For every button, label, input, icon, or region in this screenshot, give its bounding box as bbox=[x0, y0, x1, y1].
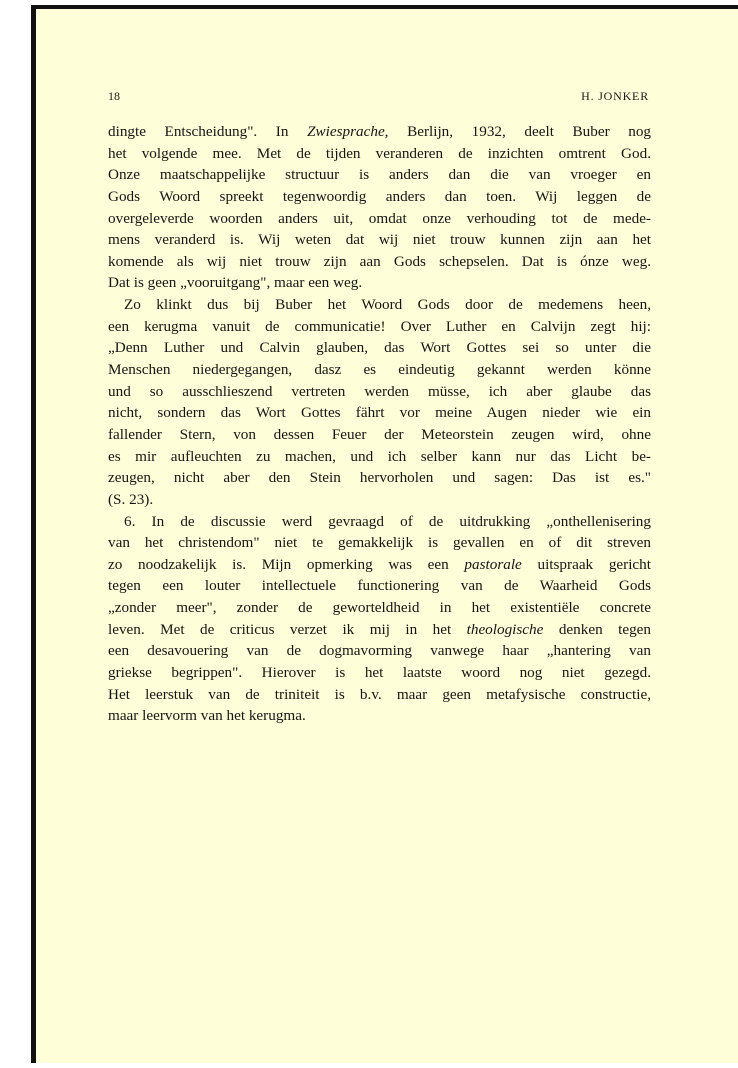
text-line bbox=[108, 186, 651, 208]
text-line bbox=[108, 684, 651, 706]
text-segment: een kerugma vanuit de communicatie! Over Luther en Calvijn zegt hij: bbox=[108, 317, 651, 335]
text-line bbox=[108, 554, 651, 576]
text-segment: zo noodzakelijk is. Mijn opmerking was een bbox=[108, 555, 465, 573]
text-segment: komende als wij niet trouw zijn aan Gods schepselen. Dat is ónze weg. bbox=[108, 252, 651, 270]
text-segment: Onze maatschappelijke structuur is anders dan die van vroeger en bbox=[108, 166, 651, 184]
text-line bbox=[108, 640, 651, 662]
page-number: 18 bbox=[108, 89, 120, 103]
running-head-author: H. JONKER bbox=[581, 89, 649, 103]
text-line bbox=[108, 511, 651, 533]
text-segment: Menschen niedergegangen, dasz es eindeutig gekannt werden könne bbox=[108, 361, 651, 379]
text-line bbox=[108, 143, 651, 165]
text-line bbox=[108, 337, 651, 359]
text-line bbox=[108, 294, 651, 316]
text-segment: een desavouering van de dogmavorming vanwege haar „hantering van bbox=[108, 642, 651, 660]
text-line bbox=[108, 446, 651, 468]
text-line bbox=[108, 597, 651, 619]
text-line bbox=[108, 402, 651, 424]
text-segment: uitspraak gericht bbox=[521, 555, 651, 573]
text-line bbox=[108, 251, 651, 273]
text-line bbox=[108, 381, 651, 403]
text-segment: overgeleverde woorden anders uit, omdat onze verhouding tot de mede- bbox=[108, 209, 651, 227]
text-segment: dingte Entscheidung". In bbox=[108, 123, 308, 140]
text-segment: Dat is geen „vooruitgang", maar een weg. bbox=[108, 274, 363, 292]
text-segment: tegen een louter intellectuele functionering van de Waarheid Gods bbox=[108, 577, 651, 595]
text-segment: es mir aufleuchten zu machen, und ich selber kann nur das Licht be- bbox=[108, 447, 651, 465]
text-segment: nicht, sondern das Wort Gottes fährt vor meine Augen nieder wie ein bbox=[108, 404, 651, 422]
text-line bbox=[108, 532, 651, 554]
text-line bbox=[108, 619, 651, 641]
text-line bbox=[108, 208, 651, 230]
text-line bbox=[108, 316, 651, 338]
text-segment: Zo klinkt dus bij Buber het Woord Gods door de medemens heen, bbox=[124, 296, 651, 314]
italic-text: Zwiesprache, bbox=[307, 123, 389, 140]
text-line bbox=[108, 424, 651, 446]
text-segment: griekse begrippen". Hierover is het laatste woord nog niet gezegd. bbox=[108, 664, 651, 682]
text-segment: „zonder meer", zonder de geworteldheid in het existentiële concrete bbox=[108, 599, 651, 617]
text-line bbox=[108, 229, 651, 251]
text-segment: het volgende mee. Met de tijden veranderen de inzichten omtrent God. bbox=[108, 144, 651, 162]
text-line bbox=[108, 467, 651, 489]
text-line bbox=[108, 489, 651, 511]
text-segment: van het christendom" niet te gemakkelijk is gevallen en of dit streven bbox=[108, 534, 651, 552]
text-segment: „Denn Luther und Calvin glauben, das Wort Gottes sei so unter die bbox=[108, 339, 651, 357]
text-segment: Gods Woord spreekt tegenwoordig anders dan toen. Wij leggen de bbox=[108, 187, 651, 205]
text-segment: zeugen, nicht aber den Stein hervorholen und sagen: Das ist es." bbox=[108, 469, 651, 487]
text-segment: denken tegen bbox=[543, 620, 652, 638]
body-text bbox=[108, 121, 651, 727]
text-segment: leven. Met de criticus verzet ik mij in het bbox=[108, 620, 467, 638]
italic-text: pastorale bbox=[464, 555, 522, 573]
text-segment: maar leervorm van het kerugma. bbox=[108, 707, 306, 725]
italic-text: theologische bbox=[466, 620, 544, 638]
text-segment: Berlijn, 1932, deelt Buber nog bbox=[388, 123, 652, 140]
text-segment: Het leerstuk van de triniteit is b.v. maar geen metafysische constructie, bbox=[108, 685, 651, 703]
text-line bbox=[108, 662, 651, 684]
text-line bbox=[108, 164, 651, 186]
text-segment: (S. 23). bbox=[108, 490, 154, 508]
text-segment: fallender Stern, von dessen Feuer der Meteorstein zeugen wird, ohne bbox=[108, 425, 651, 443]
text-line bbox=[108, 359, 651, 381]
text-segment: und so ausschlieszend vertreten werden müsse, ich aber glaube das bbox=[108, 382, 651, 400]
text-line bbox=[108, 705, 651, 727]
text-segment: 6. In de discussie werd gevraagd of de uitdrukking „onthellenisering bbox=[124, 512, 651, 530]
running-header bbox=[108, 89, 649, 107]
text-segment: mens veranderd is. Wij weten dat wij niet trouw kunnen zijn aan het bbox=[108, 231, 651, 249]
text-line bbox=[108, 575, 651, 597]
text-line bbox=[108, 272, 651, 294]
text-line bbox=[108, 121, 651, 143]
